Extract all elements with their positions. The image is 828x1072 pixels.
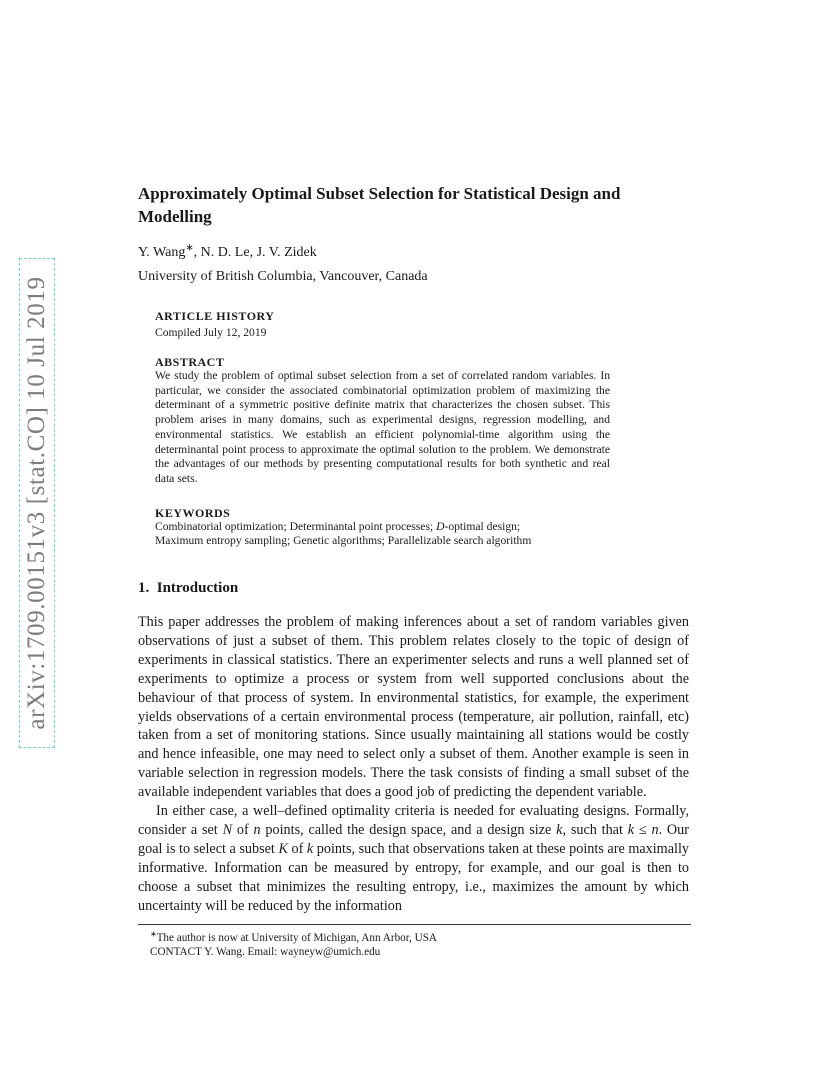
para2-text: In either case, a well–defined optimality criteria is needed for evaluating designs. Formally, consider a set xyxy=(138,803,689,838)
para2-text: . Our goal is to select a subset xyxy=(138,821,689,857)
para2-text: of xyxy=(232,821,254,838)
keywords-part-a: Combinatorial optimization; Determinantal point processes; xyxy=(155,520,437,533)
para2-text: , such that xyxy=(562,821,628,838)
affiliation: University of British Columbia, Vancouver, Canada xyxy=(138,269,428,284)
paper-title: Approximately Optimal Subset Selection for Statistical Design and Modelling xyxy=(138,184,621,226)
author-list xyxy=(138,242,317,261)
footnote-1 xyxy=(150,929,438,944)
compiled-date: Compiled July 12, 2019 xyxy=(155,326,267,339)
math-k: k xyxy=(556,821,563,838)
abstract-text: We study the problem of optimal subset selection from a set of correlated random variables. In particular, we consider the associated combinatorial optimization problem of maximizing the determinant of a symmetric positive definite matrix that characterizes the chosen subset. This problem arises in many domains, such as experimental designs, regression modelling, and environmental statistics. We establish an efficient polynomial-time algorithm using the determinantal point process to approximate the optimal solution to the problem. We demonstrate the advantages of our methods by presenting computational results for both synthetic and real data sets. xyxy=(155,369,610,485)
footnote-mark: ∗ xyxy=(150,929,157,939)
keywords-line-1 xyxy=(155,520,520,535)
introduction-body xyxy=(138,613,689,916)
author-others: , N. D. Le, J. V. Zidek xyxy=(193,245,317,260)
paragraph-1: This paper addresses the problem of making inferences about a set of random variables given observations of just a subset of them. This problem relates closely to the topic of design of experiments in classical statistics. There an experimenter selects and runs a well planned set of experiments to optimize a process or system from well supported conclusions about the behaviour of that process of system. In environmental statistics, for example, the experiment yields observations of a certain environmental process (temperature, air pollution, rainfall, etc) taken from a set of monitoring stations. Since usually maintaining all stations would be costly and hence infeasible, one may need to select only a subset of them. Another example is seen in variable selection in regression models. There the task consists of finding a small subset of the available independent variables that does a good job of predicting the dependent variable. xyxy=(138,614,689,801)
section-title: Introduction xyxy=(156,580,239,596)
keywords-part-b: -optimal design; xyxy=(444,520,521,533)
footnote-contact: CONTACT Y. Wang. Email: wayneyw@umich.edu xyxy=(150,946,381,958)
math-N: N xyxy=(222,821,233,838)
author-footnote-mark: ∗ xyxy=(185,242,194,254)
footnote-1-text: The author is now at University of Michigan, Ann Arbor, USA xyxy=(156,932,438,944)
section-heading xyxy=(138,580,238,597)
para2-text: points, such that observations taken at these points are maximally informative. Information can be measured by entropy, for example, and our goal is then to choose a subset that minimizes the resulting entropy, i.e., maximizes the amount by which uncertainty will be reduced by the information xyxy=(138,840,689,914)
math-k-le-n: k ≤ n xyxy=(627,821,659,838)
section-number: 1. xyxy=(138,580,150,596)
math-K: K xyxy=(278,840,288,857)
article-history-heading: ARTICLE HISTORY xyxy=(155,309,275,323)
keywords-line-2: Maximum entropy sampling; Genetic algorithms; Parallelizable search algorithm xyxy=(155,534,532,547)
abstract-heading: ABSTRACT xyxy=(155,355,225,369)
math-k: k xyxy=(306,840,314,857)
footnote-rule xyxy=(138,924,691,925)
math-n: n xyxy=(253,821,261,838)
keywords-heading: KEYWORDS xyxy=(155,506,231,520)
author-first: Y. Wang xyxy=(138,245,186,260)
arxiv-identifier[interactable]: arXiv:1709.00151v3 [stat.CO] 10 Jul 2019 xyxy=(23,276,50,730)
keywords-d-italic: D xyxy=(436,520,445,533)
para2-text: points, called the design space, and a design size xyxy=(260,821,557,838)
para2-text: of xyxy=(287,840,307,857)
paragraph-2 xyxy=(138,802,689,915)
